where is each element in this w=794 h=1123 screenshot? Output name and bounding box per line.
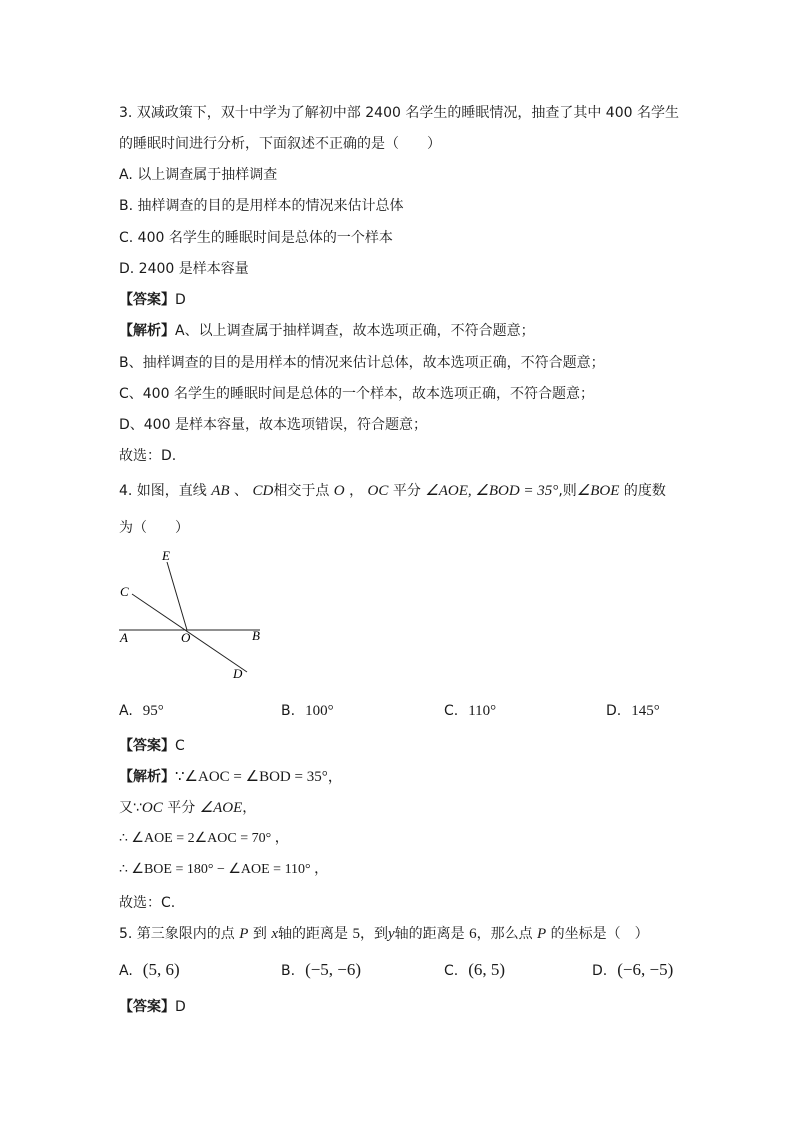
q4-option-a-value: 95° (142, 703, 164, 719)
q3-analysis-text-1: A、以上调查属于抽样调查，故本选项正确，不符合题意； (175, 323, 535, 339)
q4-condition: ∠AOE, ∠BOD = 35° (425, 483, 559, 499)
q4-intersect-text: 相交于点 (273, 483, 330, 499)
q3-conclusion: 故选：D. (119, 448, 177, 464)
q4-point-o: O (333, 483, 345, 499)
q4-step-1: ∵∠AOC = ∠BOD = 35°， (175, 769, 343, 785)
q3-option-c: C. 400 名学生的睡眠时间是总体的一个样本 (119, 230, 393, 246)
q4-analysis-line-2 (119, 798, 256, 818)
q3-option-a: A. 以上调查属于抽样调查 (119, 167, 278, 183)
q5-option-c-letter: C. (444, 963, 459, 979)
q5-stem-c: 轴的距离是 (278, 926, 349, 942)
q5-point-p: P (239, 926, 249, 942)
q4-geometry-figure (115, 548, 275, 683)
label-e: E (162, 548, 170, 563)
q3-stem-line-1: 3. 双减政策下，双十中学为了解初中部 2400 名学生的睡眠情况，抽查了其中 400 名学生 (119, 105, 679, 121)
q3-analysis-line-3: C、400 名学生的睡眠时间是总体的一个样本，故本选项正确，不符合题意； (119, 386, 594, 402)
q3-analysis-line-4: D、400 是样本容量，故本选项错误，符合题意； (119, 417, 427, 433)
q3-answer-value: D (175, 292, 186, 308)
q5-option-a-letter: A. (119, 963, 133, 979)
q3-analysis-label: 【解析】 (119, 323, 175, 339)
q4-option-b-letter: B. (281, 703, 296, 719)
q4-stem-line-2: 为（ ） (119, 520, 189, 536)
q4-option-a (119, 701, 164, 721)
label-c: C (120, 584, 129, 599)
q4-option-b-value: 100° (305, 703, 334, 719)
q4-step-2-angle: ∠AOE (199, 800, 243, 816)
q4-separator: 、 (234, 483, 249, 499)
q4-option-a-letter: A. (119, 703, 133, 719)
q5-option-a (119, 960, 180, 981)
label-d: D (233, 666, 243, 681)
q5-option-a-value: (5, 6) (142, 960, 180, 979)
q4-option-d (606, 701, 660, 721)
q4-step-3: ∴ ∠AOE = 2∠AOC = 70° ， (119, 831, 289, 846)
q4-step-2-oc: OC (141, 800, 163, 816)
q3-answer-label: 【答案】 (119, 292, 175, 308)
q5-option-c-value: (6, 5) (468, 960, 506, 979)
q5-stem-d: ，到 (359, 926, 388, 942)
q4-ray-oc: OC (367, 483, 389, 499)
q5-stem-b: 到 (252, 926, 267, 942)
q4-analysis-label: 【解析】 (119, 769, 175, 785)
q5-option-d-value: (−6, −5) (617, 960, 674, 979)
q5-stem-g: 的坐标是（ ） (550, 926, 649, 942)
q5-value-5: 5 (352, 926, 360, 942)
q4-answer (119, 736, 185, 756)
q5-stem-a: 5. 第三象限内的点 (119, 926, 235, 942)
label-b: B (252, 628, 260, 643)
q4-step-4: ∴ ∠BOE = 180° − ∠AOE = 110° ， (119, 862, 329, 877)
q5-value-6: 6 (469, 926, 477, 942)
q4-answer-value: C (175, 738, 185, 754)
q3-analysis-line-2: B、抽样调查的目的是用样本的情况来估计总体，故本选项正确，不符合题意； (119, 355, 605, 371)
q4-target-angle: ∠BOE (576, 483, 620, 499)
q4-stem-line-1 (119, 481, 666, 501)
q5-option-d-letter: D. (592, 963, 608, 979)
q4-degree-suffix: 的度数 (623, 483, 666, 499)
q4-option-b (281, 701, 334, 721)
label-a: A (120, 630, 128, 645)
q3-stem-line-2: 的睡眠时间进行分析，下面叙述不正确的是（ ） (119, 136, 441, 152)
q5-stem-e: 轴的距离是 (394, 926, 465, 942)
q5-option-b (281, 960, 361, 981)
q3-analysis-line-1 (119, 321, 535, 341)
q3-answer (119, 290, 186, 310)
label-o: O (181, 630, 191, 645)
q4-option-d-letter: D. (606, 703, 622, 719)
q4-comma: ， (349, 483, 364, 499)
q4-step-2-prefix: 又∵ (119, 800, 142, 816)
q4-step-2-suffix: ， (242, 800, 257, 816)
q5-stem (119, 924, 649, 944)
q5-option-b-value: (−5, −6) (305, 960, 362, 979)
q4-option-d-value: 145° (631, 703, 660, 719)
q5-point-p-2: P (537, 926, 547, 942)
q5-answer-label: 【答案】 (119, 999, 175, 1015)
q5-answer-value: D (175, 999, 186, 1015)
q4-option-c-value: 110° (468, 703, 497, 719)
q4-answer-label: 【答案】 (119, 738, 175, 754)
q4-conclusion: 故选：C. (119, 895, 176, 911)
q4-then-text: ,则 (558, 483, 577, 499)
q5-answer (119, 997, 186, 1017)
q5-option-b-letter: B. (281, 963, 296, 979)
q4-line-cd: CD (252, 483, 274, 499)
q4-analysis-line-1 (119, 767, 343, 787)
q4-stem-prefix: 4. 如图，直线 (119, 483, 207, 499)
q3-option-b: B. 抽样调查的目的是用样本的情况来估计总体 (119, 198, 404, 214)
q4-line-ab: AB (211, 483, 230, 499)
q4-option-c-letter: C. (444, 703, 459, 719)
q4-bisects-text: 平分 (392, 483, 421, 499)
q5-stem-f: ，那么点 (476, 926, 533, 942)
q5-x-axis: x (271, 926, 279, 942)
q5-option-d (592, 960, 673, 981)
q4-step-2-mid: 平分 (162, 800, 200, 816)
q5-option-c (444, 960, 505, 981)
q3-option-d: D. 2400 是样本容量 (119, 261, 249, 277)
q5-y-axis: y (387, 926, 395, 942)
q4-option-c (444, 701, 496, 721)
